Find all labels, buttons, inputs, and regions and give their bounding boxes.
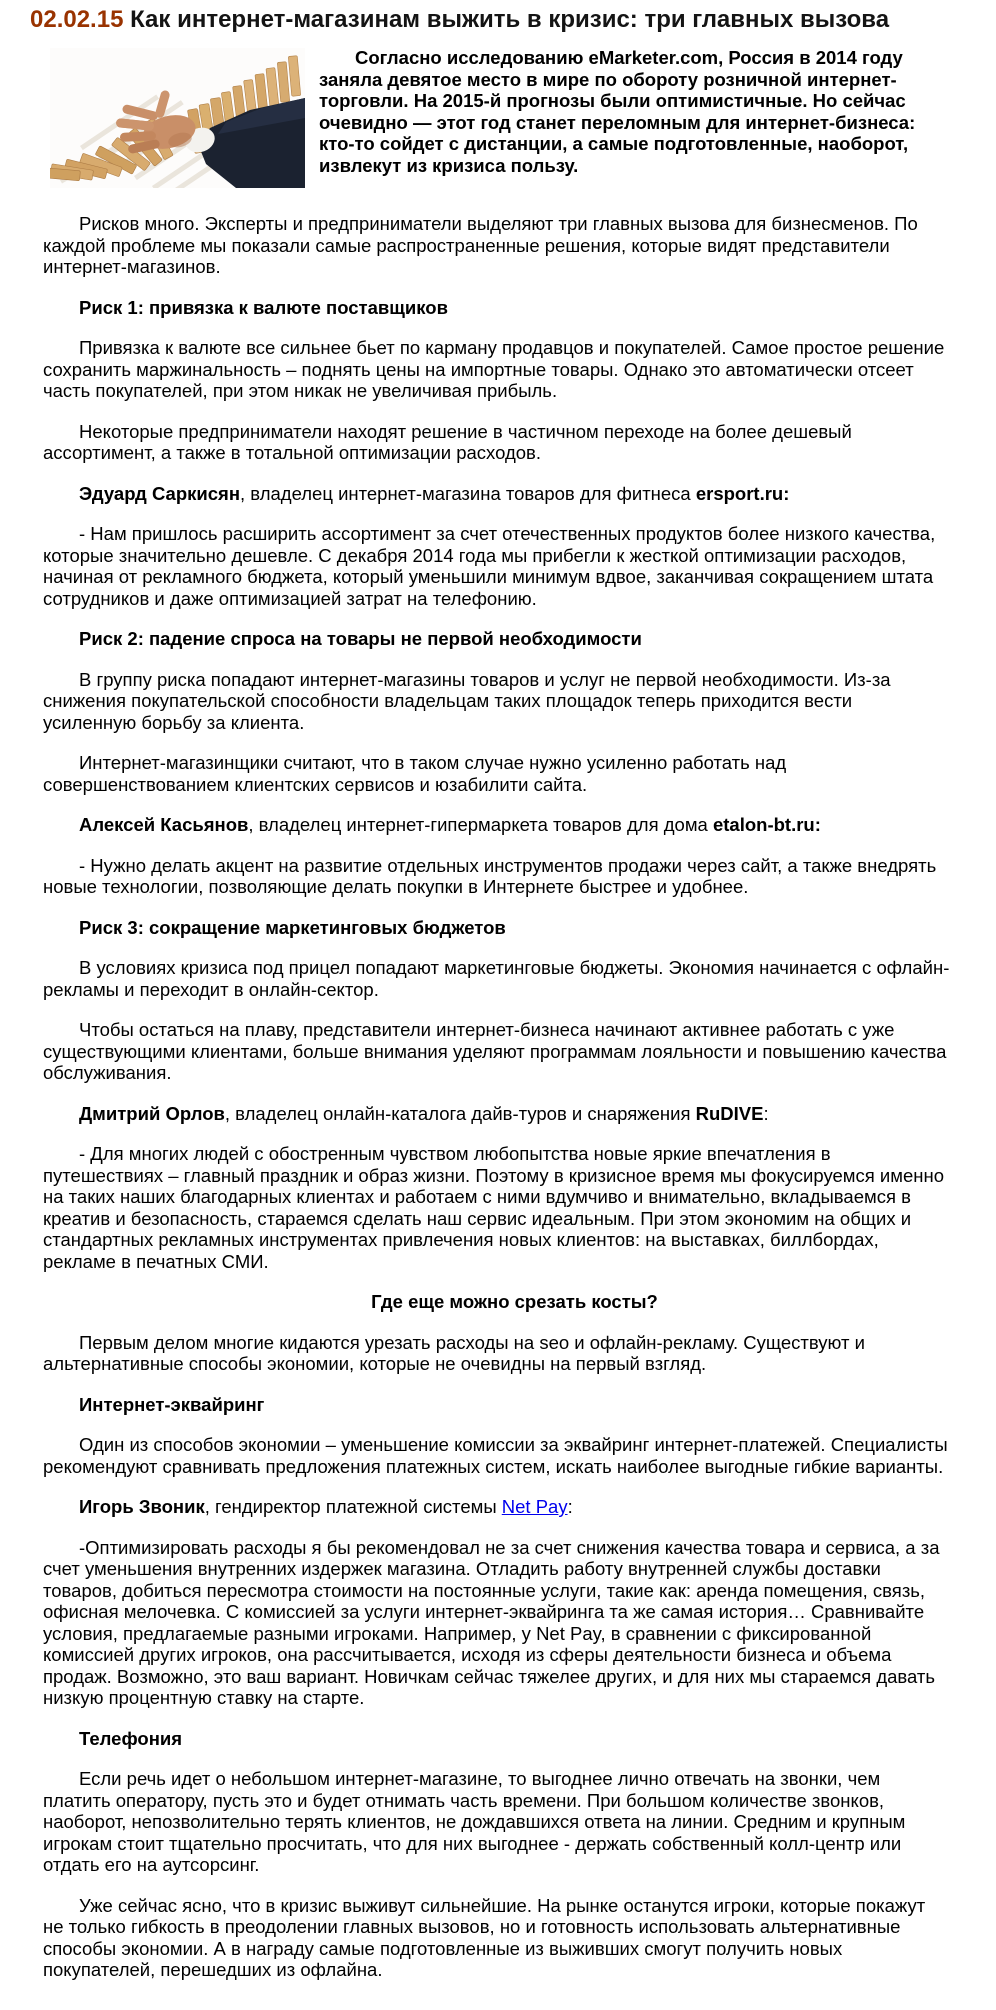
speaker-site: RuDIVE xyxy=(695,1102,764,1124)
speaker-role: , гендиректор платежной системы xyxy=(204,1496,502,1517)
speaker-name: Эдуард Саркисян xyxy=(79,482,241,504)
article-title-text: Как интернет-магазинам выжить в кризис: три главных вызова xyxy=(130,6,890,33)
quote-paragraph: - Нам пришлось расширить ассортимент за счет отечественных продуктов более низкого качества, которые значительно дешевле. С декабря 2014 года мы прибегли к жесткой оптимизации расходов, начиная от рекламного бюджета, который уменьшили минимум вдвое, заканчивая сокращением штата сотрудников и даже оптимизацией затрат на телефонию. xyxy=(43,523,936,609)
speaker-role: , владелец интернет-гипермаркета товаров для дома xyxy=(248,814,713,835)
lead-paragraph: Рисков много. Эксперты и предприниматели выделяют три главных вызова для бизнесменов. По каждой проблеме мы показали самые распространенные решения, которые видят представители интернет-магазинов. xyxy=(43,213,918,277)
section-heading-telephony: Телефония xyxy=(79,1727,183,1749)
speaker-name: Дмитрий Орлов xyxy=(79,1102,225,1124)
paragraph: Интернет-магазинщики считают, что в таком случае нужно усиленно работать над совершенствованием клиентских сервисов и юзабилити сайта. xyxy=(43,752,787,795)
speaker-line xyxy=(43,1103,950,1125)
page-title xyxy=(30,6,950,33)
paragraph: Некоторые предприниматели находят решение в частичном переходе на более дешевый ассортимент, а также в тотальной оптимизации расходов. xyxy=(43,420,852,463)
paragraph: Один из способов экономии – уменьшение комиссии за эквайринг интернет-платежей. Специалисты рекомендуют сравнивать предложения платежных систем, искать наиболее выгодные гибкие варианты. xyxy=(43,1434,948,1477)
intro-section xyxy=(43,47,950,194)
section-heading-risk3: Риск 3: сокращение маркетинговых бюджетов xyxy=(79,916,506,938)
speaker-suffix: : xyxy=(567,1496,573,1517)
article-date: 02.02.15 xyxy=(30,6,124,33)
speaker-site: etalon-bt.ru: xyxy=(712,814,821,835)
paragraph: Первым делом многие кидаются урезать расходы на seo и офлайн-рекламу. Существуют и альтернативные способы экономии, которые не очевидны на первый взгляд. xyxy=(43,1331,865,1374)
speaker-role: , владелец онлайн-каталога дайв-туров и снаряжения xyxy=(224,1102,696,1124)
speaker-role: , владелец интернет-магазина товаров для фитнеса xyxy=(240,482,696,504)
paragraph: Чтобы остаться на плаву, представители интернет-бизнеса начинают активнее работать с уже существующими клиентами, больше внимания уделяют программам лояльности и повышению качества обслуживания. xyxy=(43,1019,947,1083)
quote-paragraph: -Оптимизировать расходы я бы рекомендовал не за счет снижения качества товара и сервиса, а за счет уменьшения внутренних издержек магазина. Отладить работу внутренней службы доставки товаров, добиться пересмотра стоимости на постоянные услуги, такие как: аренда помещения, связь, офисная мелочевка. С комиссией за услуги интернет-эквайринга та же самая история… Сравнивайте условия, предлагаемые разными игроками. Например, у Net Pay, в сравнении с фиксированной комиссией других игроков, она рассчитывается, исходя из сферы деятельности бизнеса и объема продаж. Возможно, это ваш вариант. Новичкам сейчас тяжелее других, и для них мы стараемся давать низкую процентную ставку на старте. xyxy=(43,1536,940,1708)
speaker-site: ersport.ru: xyxy=(695,482,790,504)
dominoes-hero-image xyxy=(50,48,305,188)
paragraph: В группу риска попадают интернет-магазины товаров и услуг не первой необходимости. Из-за снижения покупательской способности владельцам таких площадок теперь приходится вести усиленную борьбу за клиента. xyxy=(43,668,891,733)
section-heading-acquiring: Интернет-эквайринг xyxy=(79,1393,265,1415)
speaker-line xyxy=(43,483,950,505)
paragraph: В условиях кризиса под прицел попадают маркетинговые бюджеты. Экономия начинается с офлайн-рекламы и переходит в онлайн-сектор. xyxy=(43,957,950,1000)
intro-paragraph: Согласно исследованию eMarketer.com, Россия в 2014 году заняла девятое место в мире по обороту розничной интернет-торговли. На 2015-й прогнозы были оптимистичные. Но сейчас очевидно — этот год станет переломным для интернет-бизнеса: кто-то сойдет с дистанции, а самые подготовленные, наоборот, извлекут из кризиса пользу. xyxy=(319,47,916,176)
dominoes-illustration xyxy=(50,48,305,188)
netpay-link[interactable]: Net Pay xyxy=(501,1496,568,1517)
speaker-suffix: : xyxy=(763,1102,769,1124)
speaker-line xyxy=(43,814,950,836)
closing-paragraph: Уже сейчас ясно, что в кризис выживут сильнейшие. На рынке останутся игроки, которые покажут не только гибкость в преодолении главных вызовов, но и готовность использовать альтернативные способы экономии. А в награду самые подготовленные из выживших смогут получить новых покупателей, перешедших из офлайна. xyxy=(43,1894,926,1980)
section-heading-risk1: Риск 1: привязка к валюте поставщиков xyxy=(79,296,448,318)
speaker-name: Алексей Касьянов xyxy=(79,814,249,835)
quote-paragraph: - Нужно делать акцент на развитие отдельных инструментов продажи через сайт, а также внедрять новые технологии, позволяющие делать покупки в Интернете быстрее и удобнее. xyxy=(43,854,937,897)
speaker-line xyxy=(43,1496,950,1518)
paragraph: Привязка к валюте все сильнее бьет по карману продавцов и покупателей. Самое простое решение сохранить маржинальность – поднять цены на импортные товары. Однако это автоматически отсеет часть покупателей, при этом никак не увеличивая прибыль. xyxy=(43,337,945,401)
paragraph: Если речь идет о небольшом интернет-магазине, то выгоднее лично отвечать на звонки, чем платить оператору, пусть это и будет отнимать часть времени. При большом количестве звонков, наоборот, непозволительно терять клиентов, не дождавшихся ответа на линии. Средним и крупным игрокам стоит тщательно просчитать, что для них выгоднее - держать собственный колл-центр или отдать его на аутсорсинг. xyxy=(43,1768,906,1875)
section-heading-risk2: Риск 2: падение спроса на товары не первой необходимости xyxy=(79,628,642,649)
section-heading-costs: Где еще можно срезать косты? xyxy=(371,1291,658,1312)
speaker-name: Игорь Звоник xyxy=(79,1496,205,1517)
quote-paragraph: - Для многих людей с обостренным чувством любопытства новые яркие впечатления в путешествиях – главный праздник и образ жизни. Поэтому в кризисное время мы фокусируемся именно на таких наших благодарных клиентах и работаем с ними вдумчиво и внимательно, вкладываемся в креатив и безопасность, стараемся сделать наш сервис идеальным. При этом экономим на общих и стандартных рекламных инструментах привлечения новых клиентов: на выставках, биллбордах, рекламе в печатных СМИ. xyxy=(43,1143,944,1272)
